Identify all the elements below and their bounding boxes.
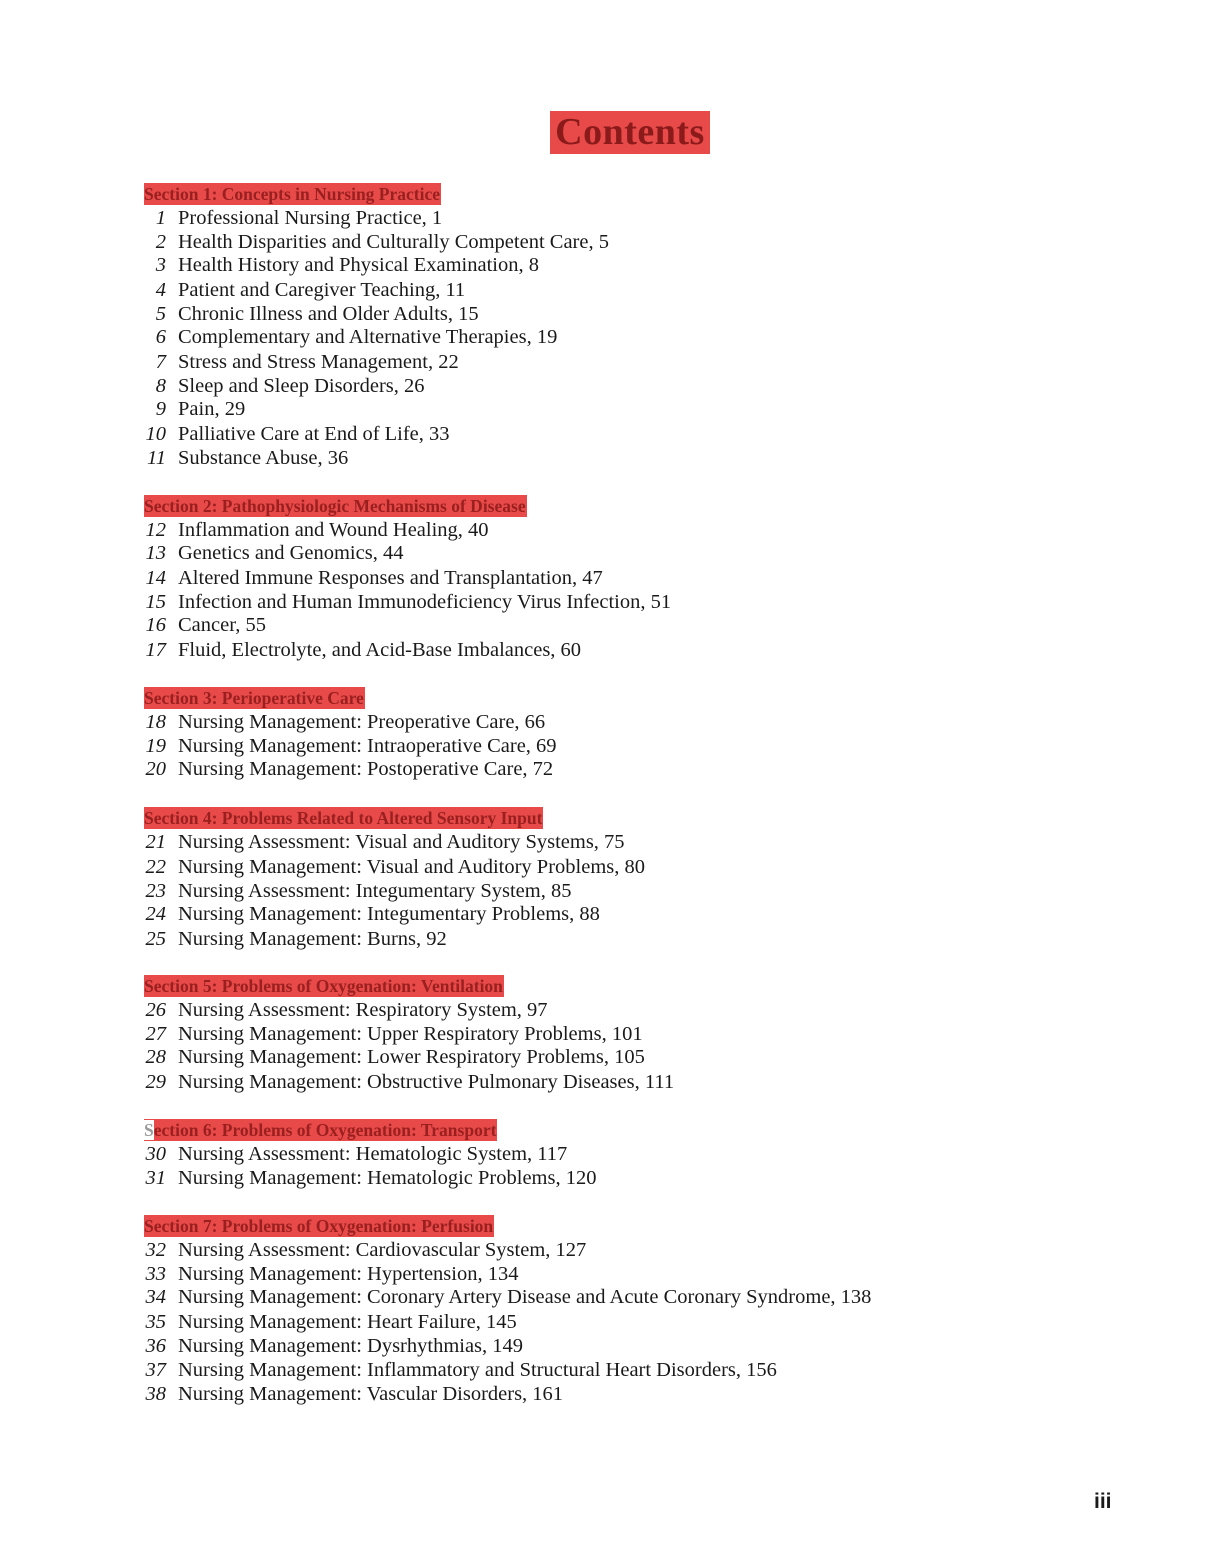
chapter-title: Nursing Management: Vascular Disorders, 161: [178, 1383, 564, 1405]
chapter-number: 25: [145, 928, 166, 950]
toc-entry[interactable]: [0, 1022, 1224, 1046]
chapter-number: 14: [145, 567, 166, 589]
chapter-number: 31: [145, 1167, 166, 1189]
toc-entry[interactable]: [0, 1045, 1224, 1069]
chapter-number: 19: [145, 735, 166, 757]
chapter-title: Nursing Management: Coronary Artery Disease and Acute Coronary Syndrome, 138: [178, 1286, 872, 1308]
toc-entry[interactable]: [0, 350, 1224, 374]
chapter-title: Nursing Management: Burns, 92: [178, 928, 447, 950]
chapter-title: Nursing Management: Heart Failure, 145: [178, 1311, 517, 1333]
chapter-title: Cancer, 55: [178, 614, 266, 636]
chapter-number: 12: [145, 519, 166, 541]
chapter-title: Nursing Management: Hypertension, 134: [178, 1263, 519, 1285]
page-title: Contents: [550, 111, 710, 154]
chapter-title: Pain, 29: [178, 398, 246, 420]
chapter-number: 24: [145, 903, 166, 925]
chapter-title: Fluid, Electrolyte, and Acid-Base Imbalances, 60: [178, 639, 582, 661]
chapter-title: Complementary and Alternative Therapies, 19: [178, 326, 558, 348]
chapter-title: Professional Nursing Practice, 1: [178, 207, 443, 229]
chapter-number: 4: [155, 279, 166, 301]
toc-entry[interactable]: [0, 374, 1224, 398]
chapter-title: Nursing Management: Intraoperative Care, 69: [178, 735, 557, 757]
chapter-number: 28: [145, 1046, 166, 1068]
toc-entry[interactable]: [0, 1285, 1224, 1309]
toc-entry[interactable]: [0, 1382, 1224, 1406]
chapter-number: 35: [145, 1311, 166, 1333]
chapter-title: Nursing Assessment: Hematologic System, 117: [178, 1143, 568, 1165]
toc-entry[interactable]: [0, 278, 1224, 302]
chapter-number: 13: [145, 542, 166, 564]
chapter-title: Nursing Assessment: Integumentary System, 85: [178, 880, 572, 902]
chapter-title: Nursing Management: Postoperative Care, 72: [178, 758, 554, 780]
toc-entry[interactable]: [0, 230, 1224, 254]
chapter-title: Genetics and Genomics, 44: [178, 542, 404, 564]
chapter-title: Palliative Care at End of Life, 33: [178, 423, 450, 445]
toc-entry[interactable]: [0, 446, 1224, 470]
chapter-number: 9: [155, 398, 166, 420]
chapter-title: Nursing Assessment: Visual and Auditory Systems, 75: [178, 831, 625, 853]
section-heading[interactable]: Section 6: Problems of Oxygenation: Transport: [144, 1120, 497, 1140]
toc-entry[interactable]: [0, 998, 1224, 1022]
chapter-number: 22: [145, 856, 166, 878]
toc-entry[interactable]: [0, 518, 1224, 542]
chapter-number: 18: [145, 711, 166, 733]
chapter-title: Nursing Management: Obstructive Pulmonary Diseases, 111: [178, 1071, 675, 1093]
chapter-title: Infection and Human Immunodeficiency Virus Infection, 51: [178, 591, 672, 613]
chapter-number: 3: [155, 254, 166, 276]
toc-entry[interactable]: [0, 1166, 1224, 1190]
chapter-title: Nursing Assessment: Cardiovascular System, 127: [178, 1239, 587, 1261]
toc-entry[interactable]: [0, 613, 1224, 637]
chapter-title: Chronic Illness and Older Adults, 15: [178, 303, 479, 325]
toc-entry[interactable]: [0, 734, 1224, 758]
chapter-title: Nursing Management: Inflammatory and Structural Heart Disorders, 156: [178, 1359, 777, 1381]
chapter-number: 33: [145, 1263, 166, 1285]
toc-entry[interactable]: [0, 1310, 1224, 1334]
chapter-number: 37: [145, 1359, 166, 1381]
toc-entry[interactable]: [0, 757, 1224, 781]
toc-entry[interactable]: [0, 879, 1224, 903]
toc-entry[interactable]: [0, 206, 1224, 230]
chapter-number: 32: [145, 1239, 166, 1261]
toc-entry[interactable]: [0, 1334, 1224, 1358]
chapter-number: 11: [147, 447, 166, 469]
chapter-title: Nursing Management: Upper Respiratory Problems, 101: [178, 1023, 643, 1045]
page-number: iii: [1094, 1490, 1112, 1513]
chapter-number: 5: [155, 303, 166, 325]
chapter-number: 36: [145, 1335, 166, 1357]
chapter-number: 26: [145, 999, 166, 1021]
toc-entry[interactable]: [0, 830, 1224, 854]
toc-entry[interactable]: [0, 566, 1224, 590]
chapter-title: Nursing Management: Visual and Auditory Problems, 80: [178, 856, 645, 878]
toc-entry[interactable]: [0, 253, 1224, 277]
chapter-number: 38: [145, 1383, 166, 1405]
section-heading[interactable]: Section 4: Problems Related to Altered Sensory Input: [144, 808, 543, 828]
chapter-number: 30: [145, 1143, 166, 1165]
chapter-number: 21: [145, 831, 166, 853]
chapter-title: Inflammation and Wound Healing, 40: [178, 519, 489, 541]
section-heading[interactable]: Section 7: Problems of Oxygenation: Perfusion: [144, 1216, 494, 1236]
toc-entry[interactable]: [0, 1142, 1224, 1166]
section-heading[interactable]: Section 5: Problems of Oxygenation: Ventilation: [144, 976, 503, 996]
section-heading[interactable]: Section 2: Pathophysiologic Mechanisms of Disease: [144, 496, 526, 516]
section-heading[interactable]: Section 3: Perioperative Care: [144, 688, 364, 708]
toc-entry[interactable]: [0, 1262, 1224, 1286]
chapter-number: 2: [155, 231, 166, 253]
chapter-number: 1: [155, 207, 166, 229]
chapter-number: 15: [145, 591, 166, 613]
chapter-number: 23: [145, 880, 166, 902]
chapter-number: 27: [145, 1023, 166, 1045]
chapter-number: 17: [145, 639, 166, 661]
toc-entry[interactable]: [0, 638, 1224, 662]
chapter-title: Stress and Stress Management, 22: [178, 351, 459, 373]
toc-entry[interactable]: [0, 541, 1224, 565]
toc-entry[interactable]: [0, 1238, 1224, 1262]
chapter-number: 20: [145, 758, 166, 780]
toc-entry[interactable]: [0, 902, 1224, 926]
chapter-title: Health History and Physical Examination, 8: [178, 254, 539, 276]
toc-entry[interactable]: [0, 855, 1224, 879]
chapter-title: Nursing Assessment: Respiratory System, 97: [178, 999, 548, 1021]
chapter-number: 7: [155, 351, 166, 373]
chapter-number: 16: [145, 614, 166, 636]
toc-entry[interactable]: [0, 302, 1224, 326]
chapter-title: Nursing Management: Integumentary Problems, 88: [178, 903, 600, 925]
chapter-title: Altered Immune Responses and Transplantation, 47: [178, 567, 603, 589]
chapter-title: Nursing Management: Dysrhythmias, 149: [178, 1335, 524, 1357]
toc-entry[interactable]: [0, 710, 1224, 734]
chapter-title: Patient and Caregiver Teaching, 11: [178, 279, 466, 301]
chapter-number: 34: [145, 1286, 166, 1308]
chapter-title: Nursing Management: Preoperative Care, 66: [178, 711, 546, 733]
chapter-number: 10: [145, 423, 166, 445]
toc-entry[interactable]: [0, 397, 1224, 421]
chapter-number: 6: [155, 326, 166, 348]
toc-entry[interactable]: [0, 1070, 1224, 1094]
toc-entry[interactable]: [0, 927, 1224, 951]
chapter-number: 8: [155, 375, 166, 397]
toc-entry[interactable]: [0, 590, 1224, 614]
toc-entry[interactable]: [0, 422, 1224, 446]
chapter-title: Nursing Management: Hematologic Problems, 120: [178, 1167, 597, 1189]
chapter-title: Health Disparities and Culturally Competent Care, 5: [178, 231, 609, 253]
chapter-number: 29: [145, 1071, 166, 1093]
chapter-title: Substance Abuse, 36: [178, 447, 349, 469]
chapter-title: Sleep and Sleep Disorders, 26: [178, 375, 425, 397]
chapter-title: Nursing Management: Lower Respiratory Problems, 105: [178, 1046, 645, 1068]
section-heading[interactable]: Section 1: Concepts in Nursing Practice: [144, 184, 441, 204]
toc-entry[interactable]: [0, 325, 1224, 349]
toc-entry[interactable]: [0, 1358, 1224, 1382]
